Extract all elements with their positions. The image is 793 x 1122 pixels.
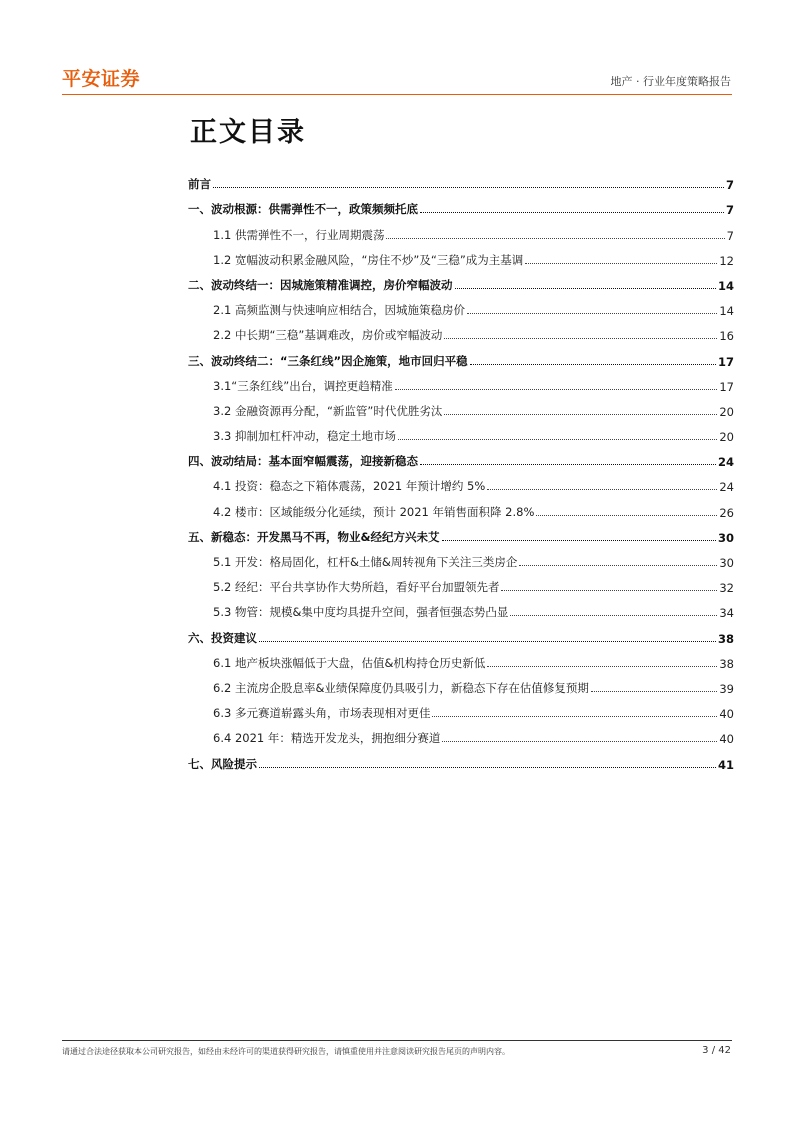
toc-entry-page: 24: [717, 455, 734, 470]
toc-entry-label: 5.1 开发：格局固化，杠杆&土储&周转视角下关注三类房企: [213, 555, 518, 569]
toc-entry-label: 3.2 金融资源再分配，“新监管”时代优胜劣汰: [213, 403, 443, 418]
toc-entry-page: 7: [725, 203, 734, 218]
toc-entry-label: 一、波动根源：供需弹性不一，政策频频托底: [188, 202, 418, 217]
toc-entry-page: 40: [719, 707, 734, 722]
footer-divider: [62, 1040, 732, 1041]
toc-entry-page: 16: [719, 329, 734, 344]
report-type-label: 地产 · 行业年度策略报告: [610, 75, 731, 88]
toc-dot-leader: [420, 464, 716, 465]
toc-entry-page: 7: [725, 178, 734, 193]
toc-entry-label: 2.1 高频监测与快速响应相结合，因城施策稳房价: [213, 303, 465, 318]
toc-dot-leader: [467, 313, 717, 314]
toc-entry-label: 5.2 经纪：平台共享协作大势所趋，看好平台加盟领先者: [213, 580, 500, 595]
toc-section-entry[interactable]: [188, 721, 734, 746]
toc-entry-page: 30: [717, 530, 734, 545]
toc-section-entry[interactable]: [188, 696, 734, 721]
toc-entry-label: 1.1 供需弹性不一，行业周期震荡: [213, 227, 385, 242]
toc-dot-leader: [432, 716, 717, 717]
toc-dot-leader: [455, 288, 716, 289]
toc-entry-label: 1.2 宽幅波动积累金融风险，“房住不炒”及“三稳”成为主基调: [213, 252, 524, 267]
toc-entry-page: 24: [719, 480, 734, 495]
toc-section-entry[interactable]: [188, 494, 734, 519]
toc-section-entry[interactable]: [188, 318, 734, 343]
toc-entry-label: 七、风险提示: [188, 756, 257, 771]
toc-entry-page: 39: [719, 681, 734, 696]
toc-dot-leader: [519, 565, 717, 566]
toc-section-entry[interactable]: [188, 217, 734, 242]
toc-entry-label: 前言: [188, 177, 211, 192]
toc-dot-leader: [398, 439, 717, 440]
toc-entry-page: 38: [717, 631, 734, 646]
toc-dot-leader: [442, 741, 717, 742]
toc-section-entry[interactable]: [188, 671, 734, 696]
toc-entry-page: 20: [719, 430, 734, 445]
toc-entry-label: 6.3 多元赛道崭露头角，市场表现相对更佳: [213, 706, 431, 721]
toc-dot-leader: [386, 238, 724, 239]
toc-entry-page: 26: [719, 505, 734, 520]
toc-section-entry[interactable]: [188, 394, 734, 419]
toc-section-entry[interactable]: [188, 369, 734, 394]
toc-entry-page: 14: [719, 304, 734, 319]
toc-entry-label: 6.4 2021 年：精选开发龙头，拥抱细分赛道: [213, 731, 441, 746]
toc-entry-label: 6.1 地产板块涨幅低于大盘，估值&机构持仓历史新低: [213, 655, 486, 670]
toc-entry-page: 38: [719, 656, 734, 671]
toc-entry-label: 五、新稳态：开发黑马不再，物业&经纪方兴未艾: [188, 529, 440, 544]
toc-dot-leader: [442, 540, 716, 541]
toc-dot-leader: [525, 263, 717, 264]
toc-dot-leader: [213, 187, 724, 188]
toc-section-entry[interactable]: [188, 545, 734, 570]
toc-dot-leader: [487, 666, 717, 667]
toc-dot-leader: [510, 615, 717, 616]
toc-chapter-entry[interactable]: [188, 620, 734, 645]
toc-dot-leader: [487, 489, 717, 490]
toc-dot-leader: [444, 338, 717, 339]
page-number: 3 / 42: [702, 1045, 731, 1056]
toc-entry-page: 30: [719, 556, 734, 570]
toc-dot-leader: [536, 515, 717, 516]
toc-section-entry[interactable]: [188, 595, 734, 620]
toc-dot-leader: [259, 641, 716, 642]
toc-dot-leader: [259, 767, 716, 768]
toc-entry-page: 32: [719, 581, 734, 596]
toc-entry-page: 17: [719, 379, 734, 394]
toc-entry-page: 7: [726, 228, 734, 243]
toc-dot-leader: [591, 691, 717, 692]
toc-dot-leader: [420, 212, 724, 213]
company-logo: 平安证券: [62, 68, 141, 90]
toc-chapter-entry[interactable]: [188, 192, 734, 217]
toc-chapter-entry[interactable]: [188, 343, 734, 368]
toc-entry-label: 三、波动终结二：“三条红线”因企施策，地市回归平稳: [188, 353, 468, 368]
toc-section-entry[interactable]: [188, 293, 734, 318]
toc-section-entry[interactable]: [188, 419, 734, 444]
toc-section-entry[interactable]: [188, 570, 734, 595]
toc-entry-page: 20: [719, 404, 734, 419]
header-divider: [62, 94, 732, 95]
footer-disclaimer: 请通过合法途径获取本公司研究报告，如经由未经许可的渠道获得研究报告，请慎重使用并注意阅读研究报告尾页的声明内容。: [62, 1047, 510, 1056]
toc-title: 正文目录: [190, 117, 306, 148]
toc-entry-label: 3.3 抑制加杠杆冲动，稳定土地市场: [213, 429, 396, 444]
toc-entry-label: 5.3 物管：规模&集中度均具提升空间，强者恒强态势凸显: [213, 605, 509, 620]
toc-entry-label: 二、波动终结一：因城施策精准调控，房价窄幅波动: [188, 277, 453, 292]
toc-dot-leader: [501, 590, 717, 591]
toc-entry-label: 4.2 楼市：区域能级分化延续，预计 2021 年销售面积降 2.8%: [213, 504, 535, 519]
toc-dot-leader: [444, 414, 717, 415]
toc-entry-page: 40: [719, 732, 734, 747]
toc-chapter-entry[interactable]: [188, 268, 734, 293]
toc-entry-page: 34: [719, 606, 734, 621]
toc-section-entry[interactable]: [188, 646, 734, 671]
toc-entry-label: 六、投资建议: [188, 630, 257, 645]
table-of-contents: [188, 167, 734, 772]
toc-section-entry[interactable]: [188, 243, 734, 268]
toc-entry-label: 6.2 主流房企股息率&业绩保障度仍具吸引力，新稳态下存在估值修复预期: [213, 680, 589, 695]
toc-entry-page: 12: [719, 253, 734, 268]
toc-dot-leader: [470, 364, 716, 365]
toc-chapter-entry[interactable]: [188, 167, 734, 192]
toc-entry-page: 17: [717, 354, 734, 369]
toc-chapter-entry[interactable]: [188, 444, 734, 469]
toc-entry-label: 4.1 投资：稳态之下箱体震荡，2021 年预计增约 5%: [213, 479, 486, 494]
toc-entry-label: 四、波动结局：基本面窄幅震荡，迎接新稳态: [188, 454, 418, 469]
toc-entry-page: 14: [717, 278, 734, 293]
toc-chapter-entry[interactable]: [188, 520, 734, 545]
toc-chapter-entry[interactable]: [188, 746, 734, 771]
toc-entry-label: 2.2 中长期“三稳”基调难改，房价或窄幅波动: [213, 328, 443, 343]
toc-entry-label: 3.1“三条红线”出台，调控更趋精准: [213, 378, 393, 393]
toc-dot-leader: [395, 389, 718, 390]
toc-entry-page: 41: [717, 757, 734, 772]
toc-section-entry[interactable]: [188, 469, 734, 494]
